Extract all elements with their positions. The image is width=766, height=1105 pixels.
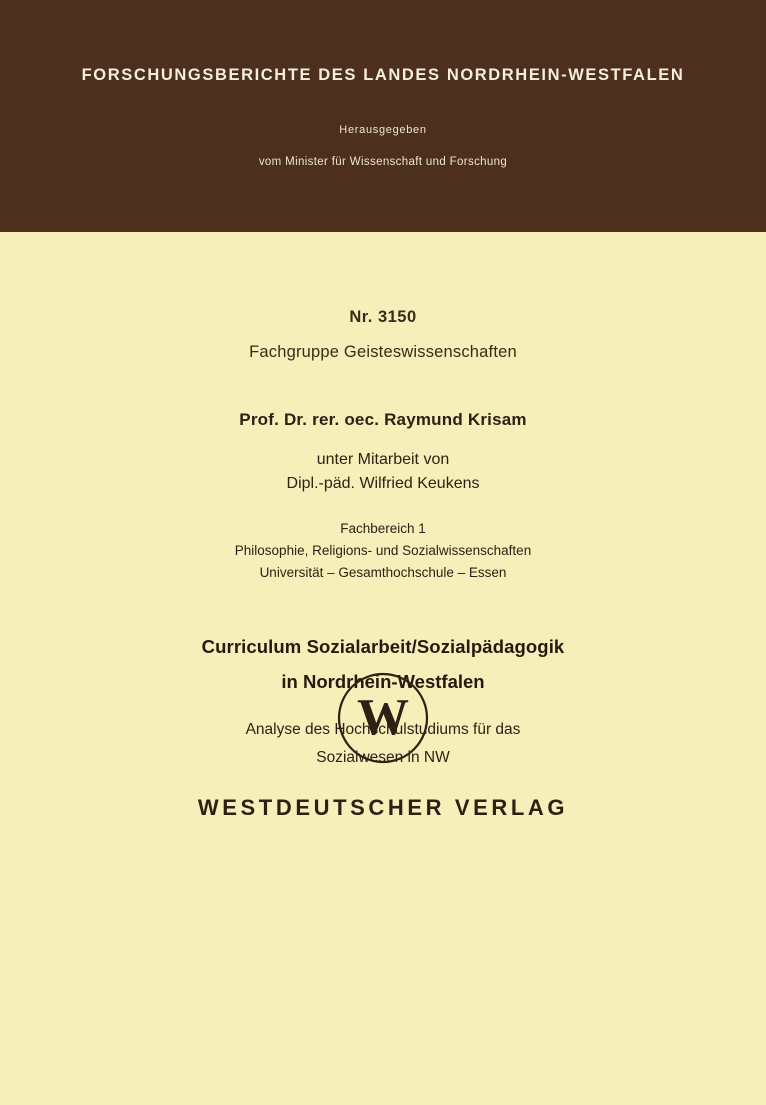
page-title: Curriculum Sozialarbeit/Sozialpädagogik bbox=[201, 636, 565, 657]
collaboration-label: unter Mitarbeit von bbox=[316, 451, 450, 468]
affiliation-line-3: Universität – Gesamthochschule – Essen bbox=[259, 565, 507, 580]
editor-body: vom Minister für Wissenschaft und Forschung bbox=[258, 156, 508, 168]
editor-label: Herausgegeben bbox=[339, 124, 427, 136]
collaborator-name: Dipl.-päd. Wilfried Keukens bbox=[286, 475, 480, 492]
affiliation-line-2: Philosophie, Religions- und Sozialwissenschaften bbox=[234, 543, 532, 558]
subtitle-line-1: Analyse des Hochschulstudiums für das bbox=[245, 721, 521, 738]
publisher-block bbox=[0, 670, 766, 821]
report-group: Fachgruppe Geisteswissenschaften bbox=[249, 343, 517, 361]
report-number: Nr. 3150 bbox=[349, 308, 417, 326]
svg-text:W: W bbox=[357, 689, 409, 746]
cover-body bbox=[0, 232, 766, 1105]
publisher-name: WESTDEUTSCHER VERLAG bbox=[197, 795, 569, 820]
primary-author: Prof. Dr. rer. oec. Raymund Krisam bbox=[239, 410, 527, 429]
affiliation-block bbox=[0, 521, 766, 580]
affiliation-line-1: Fachbereich 1 bbox=[340, 521, 426, 536]
subtitle-line-2: Sozialwesen in NW bbox=[316, 749, 450, 766]
page-title-line-2: in Nordrhein-Westfalen bbox=[281, 671, 485, 692]
series-band bbox=[0, 0, 766, 232]
series-title: FORSCHUNGSBERICHTE DES LANDES NORDRHEIN-WESTFALEN bbox=[81, 66, 685, 84]
westdeutscher-verlag-logo-icon bbox=[335, 670, 431, 771]
